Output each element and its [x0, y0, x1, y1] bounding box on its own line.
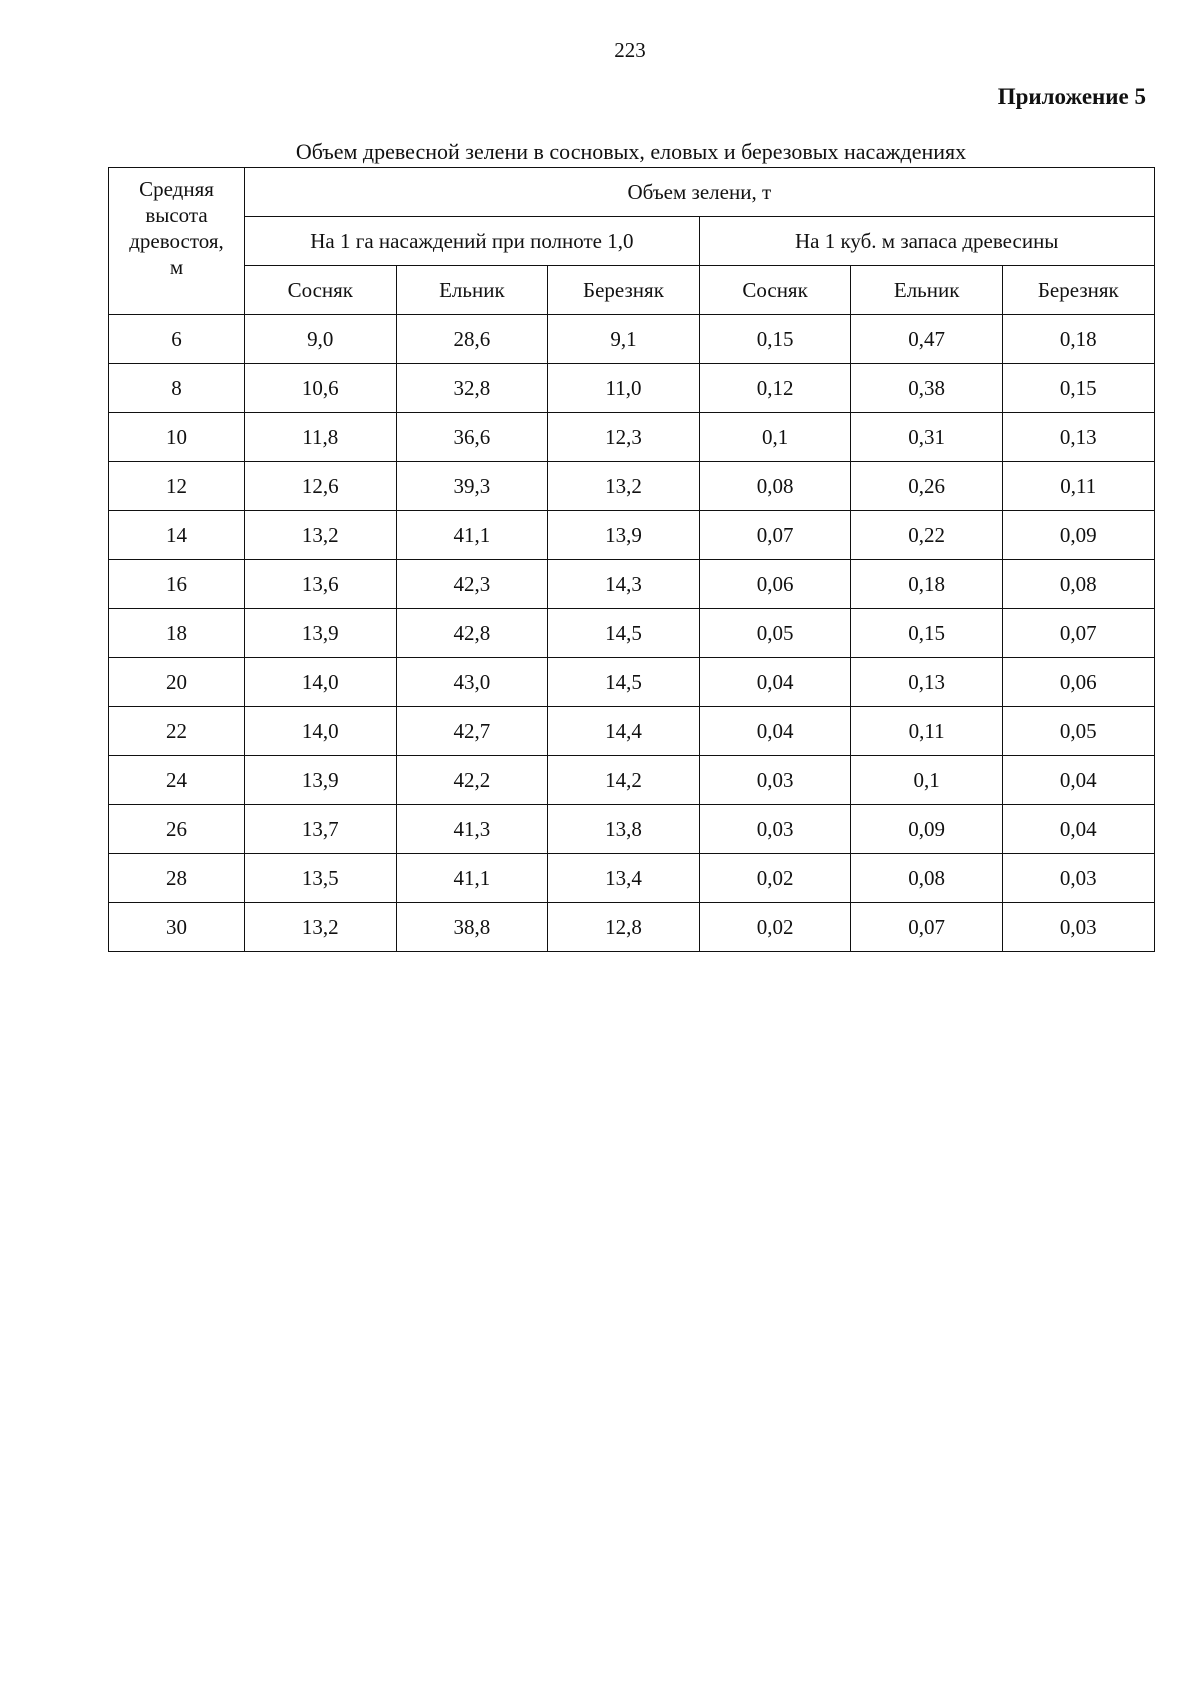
column-header: Березняк [548, 266, 700, 315]
value-cell: 13,4 [548, 854, 700, 903]
value-cell: 28,6 [396, 315, 548, 364]
table-row [109, 805, 1155, 854]
group-header-per-cubic-meter: На 1 куб. м запаса древесины [699, 217, 1154, 266]
height-cell: 6 [109, 315, 245, 364]
value-cell: 0,03 [1002, 903, 1154, 952]
height-cell: 18 [109, 609, 245, 658]
value-cell: 0,06 [1002, 658, 1154, 707]
corner-header-line: м [169, 255, 184, 279]
value-cell: 0,15 [699, 315, 851, 364]
top-header: Объем зелени, т [245, 168, 1155, 217]
value-cell: 0,11 [1002, 462, 1154, 511]
column-header: Сосняк [245, 266, 397, 315]
value-cell: 38,8 [396, 903, 548, 952]
value-cell: 0,04 [699, 707, 851, 756]
data-table [108, 167, 1155, 952]
value-cell: 0,13 [1002, 413, 1154, 462]
height-cell: 14 [109, 511, 245, 560]
value-cell: 0,03 [1002, 854, 1154, 903]
value-cell: 12,6 [245, 462, 397, 511]
value-cell: 9,1 [548, 315, 700, 364]
table-row [109, 707, 1155, 756]
value-cell: 0,15 [851, 609, 1003, 658]
value-cell: 0,05 [699, 609, 851, 658]
value-cell: 0,08 [699, 462, 851, 511]
value-cell: 0,15 [1002, 364, 1154, 413]
value-cell: 13,9 [548, 511, 700, 560]
value-cell: 10,6 [245, 364, 397, 413]
corner-header-line: древостоя, [129, 229, 224, 253]
value-cell: 14,0 [245, 658, 397, 707]
value-cell: 11,8 [245, 413, 397, 462]
column-header: Ельник [851, 266, 1003, 315]
value-cell: 0,02 [699, 903, 851, 952]
value-cell: 14,0 [245, 707, 397, 756]
column-header: Ельник [396, 266, 548, 315]
value-cell: 0,09 [1002, 511, 1154, 560]
value-cell: 0,08 [851, 854, 1003, 903]
group-header-per-hectare: На 1 га насаждений при полноте 1,0 [245, 217, 700, 266]
corner-header-line: Средняя [139, 177, 214, 201]
value-cell: 0,47 [851, 315, 1003, 364]
value-cell: 41,3 [396, 805, 548, 854]
value-cell: 11,0 [548, 364, 700, 413]
table-row [109, 364, 1155, 413]
value-cell: 13,8 [548, 805, 700, 854]
value-cell: 0,31 [851, 413, 1003, 462]
appendix-label: Приложение 5 [997, 84, 1146, 109]
value-cell: 0,04 [699, 658, 851, 707]
value-cell: 0,13 [851, 658, 1003, 707]
value-cell: 0,26 [851, 462, 1003, 511]
value-cell: 42,2 [396, 756, 548, 805]
column-header: Сосняк [699, 266, 851, 315]
value-cell: 0,03 [699, 805, 851, 854]
value-cell: 0,38 [851, 364, 1003, 413]
value-cell: 13,6 [245, 560, 397, 609]
height-cell: 22 [109, 707, 245, 756]
value-cell: 39,3 [396, 462, 548, 511]
value-cell: 0,11 [851, 707, 1003, 756]
value-cell: 0,03 [699, 756, 851, 805]
value-cell: 13,2 [245, 903, 397, 952]
value-cell: 42,3 [396, 560, 548, 609]
value-cell: 13,7 [245, 805, 397, 854]
value-cell: 41,1 [396, 854, 548, 903]
table-row [109, 462, 1155, 511]
table-row [109, 854, 1155, 903]
table-row [109, 658, 1155, 707]
height-cell: 20 [109, 658, 245, 707]
table-row [109, 903, 1155, 952]
value-cell: 43,0 [396, 658, 548, 707]
value-cell: 13,2 [548, 462, 700, 511]
value-cell: 13,5 [245, 854, 397, 903]
table-row [109, 315, 1155, 364]
value-cell: 14,3 [548, 560, 700, 609]
value-cell: 0,07 [851, 903, 1003, 952]
value-cell: 14,2 [548, 756, 700, 805]
value-cell: 41,1 [396, 511, 548, 560]
height-cell: 8 [109, 364, 245, 413]
value-cell: 0,09 [851, 805, 1003, 854]
value-cell: 0,05 [1002, 707, 1154, 756]
value-cell: 9,0 [245, 315, 397, 364]
value-cell: 0,1 [851, 756, 1003, 805]
value-cell: 13,9 [245, 609, 397, 658]
value-cell: 13,2 [245, 511, 397, 560]
value-cell: 0,07 [699, 511, 851, 560]
value-cell: 14,5 [548, 658, 700, 707]
height-cell: 26 [109, 805, 245, 854]
value-cell: 42,8 [396, 609, 548, 658]
height-cell: 28 [109, 854, 245, 903]
value-cell: 32,8 [396, 364, 548, 413]
value-cell: 0,04 [1002, 805, 1154, 854]
height-cell: 30 [109, 903, 245, 952]
table-row [109, 413, 1155, 462]
corner-header-line: высота [145, 203, 208, 227]
value-cell: 0,04 [1002, 756, 1154, 805]
value-cell: 0,06 [699, 560, 851, 609]
value-cell: 36,6 [396, 413, 548, 462]
column-header: Березняк [1002, 266, 1154, 315]
table-row [109, 756, 1155, 805]
height-cell: 12 [109, 462, 245, 511]
value-cell: 14,5 [548, 609, 700, 658]
value-cell: 14,4 [548, 707, 700, 756]
table-row [109, 511, 1155, 560]
value-cell: 0,18 [851, 560, 1003, 609]
table-title: Объем древесной зелени в сосновых, еловых и березовых насаждениях [295, 139, 967, 164]
value-cell: 0,1 [699, 413, 851, 462]
value-cell: 0,22 [851, 511, 1003, 560]
value-cell: 0,02 [699, 854, 851, 903]
table-row [109, 560, 1155, 609]
value-cell: 42,7 [396, 707, 548, 756]
table-row [109, 609, 1155, 658]
page-number: 223 [614, 38, 646, 62]
table-body [109, 315, 1155, 952]
value-cell: 0,08 [1002, 560, 1154, 609]
corner-header [109, 168, 245, 315]
height-cell: 16 [109, 560, 245, 609]
value-cell: 0,18 [1002, 315, 1154, 364]
value-cell: 13,9 [245, 756, 397, 805]
value-cell: 12,3 [548, 413, 700, 462]
height-cell: 24 [109, 756, 245, 805]
value-cell: 0,07 [1002, 609, 1154, 658]
value-cell: 12,8 [548, 903, 700, 952]
height-cell: 10 [109, 413, 245, 462]
value-cell: 0,12 [699, 364, 851, 413]
